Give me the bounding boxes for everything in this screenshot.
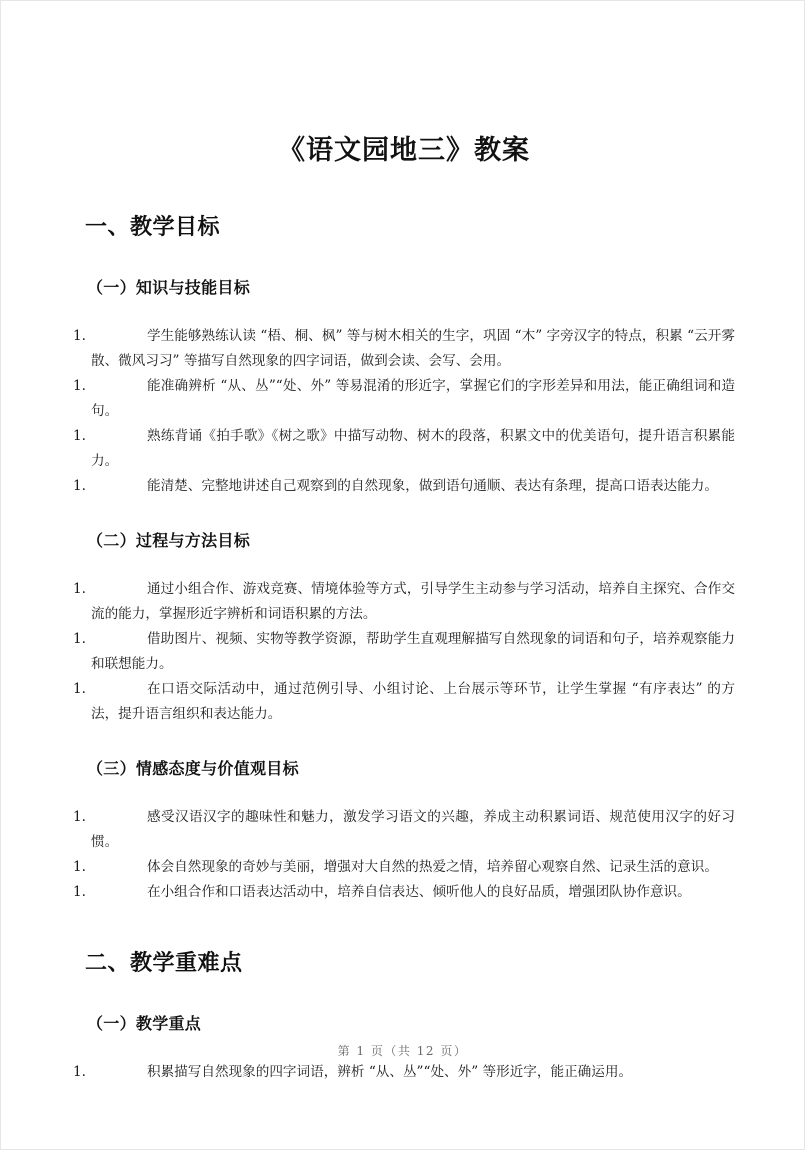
- page-footer: 第 1 页（共 12 页）: [337, 1044, 468, 1058]
- subsection-heading-1-3: （三）情感态度与价值观目标: [87, 759, 299, 779]
- subsection-heading-1-2: （二）过程与方法目标: [87, 531, 251, 551]
- list-item-text: 能准确辨析 “从、丛”“处、外” 等易混淆的形近字，掌握它们的字形差异和用法，能正确组词和造句。: [91, 378, 735, 420]
- list-marker: 1.: [73, 884, 86, 901]
- list-item: [73, 424, 735, 474]
- list-item-text: 在口语交际活动中，通过范例引导、小组讨论、上台展示等环节，让学生掌握 “有序表达” 的方法，提升语言组织和表达能力。: [91, 681, 735, 723]
- objective-list-attitude: [73, 783, 735, 905]
- list-item: [73, 324, 735, 374]
- section-heading-2: 二、教学重难点: [85, 950, 243, 977]
- list-item: [73, 880, 735, 905]
- subsection-heading-1-1: （一）知识与技能目标: [87, 278, 251, 298]
- list-marker: 1.: [73, 328, 86, 345]
- list-marker: 1.: [73, 478, 86, 495]
- page-title: 《语文园地三》教案: [278, 135, 530, 166]
- list-item-text: 感受汉语汉字的趣味性和魅力，激发学习语文的兴趣，养成主动积累词语、规范使用汉字的好习惯。: [91, 809, 735, 851]
- list-item-text: 借助图片、视频、实物等教学资源，帮助学生直观理解描写自然现象的词语和句子，培养观察能力和联想能力。: [91, 631, 735, 673]
- objective-list-knowledge: [73, 302, 735, 499]
- list-item-text: 能清楚、完整地讲述自己观察到的自然现象，做到语句通顺、表达有条理，提高口语表达能力。: [147, 478, 718, 495]
- list-item: [73, 577, 735, 627]
- list-item-text: 熟练背诵《拍手歌》《树之歌》中描写动物、树木的段落，积累文中的优美语句，提升语言积累能力。: [91, 428, 735, 470]
- list-item-text: 积累描写自然现象的四字词语，辨析 “从、丛”“处、外” 等形近字，能正确运用。: [147, 1064, 633, 1081]
- list-item: [73, 805, 735, 855]
- list-item-text: 学生能够熟练认读 “梧、桐、枫” 等与树木相关的生字，巩固 “木” 字旁汉字的特点，积累 “云开雾散、微风习习” 等描写自然现象的四字词语，做到会读、会写、会用。: [91, 328, 735, 370]
- list-marker: 1.: [73, 631, 86, 648]
- list-item-text: 体会自然现象的奇妙与美丽，增强对大自然的热爱之情，培养留心观察自然、记录生活的意识。: [147, 859, 718, 876]
- list-marker: 1.: [73, 681, 86, 698]
- objective-list-process: [73, 555, 735, 727]
- list-marker: 1.: [73, 809, 86, 826]
- list-item: [73, 1060, 735, 1085]
- list-marker: 1.: [73, 378, 86, 395]
- list-item-text: 通过小组合作、游戏竞赛、情境体验等方式，引导学生主动参与学习活动，培养自主探究、合作交流的能力，掌握形近字辨析和词语积累的方法。: [91, 581, 735, 623]
- list-item: [73, 374, 735, 424]
- page-content: [73, 1, 735, 1085]
- subsection-heading-2-1: （一）教学重点: [87, 1014, 202, 1034]
- list-marker: 1.: [73, 428, 86, 445]
- list-marker: 1.: [73, 859, 86, 876]
- list-marker: 1.: [73, 1064, 86, 1081]
- list-item: [73, 855, 735, 880]
- section-heading-1: 一、教学目标: [85, 214, 221, 241]
- list-marker: 1.: [73, 581, 86, 598]
- list-item: [73, 474, 735, 499]
- list-item: [73, 627, 735, 677]
- list-item-text: 在小组合作和口语表达活动中，培养自信表达、倾听他人的良好品质，增强团队协作意识。: [147, 884, 691, 901]
- list-item: [73, 677, 735, 727]
